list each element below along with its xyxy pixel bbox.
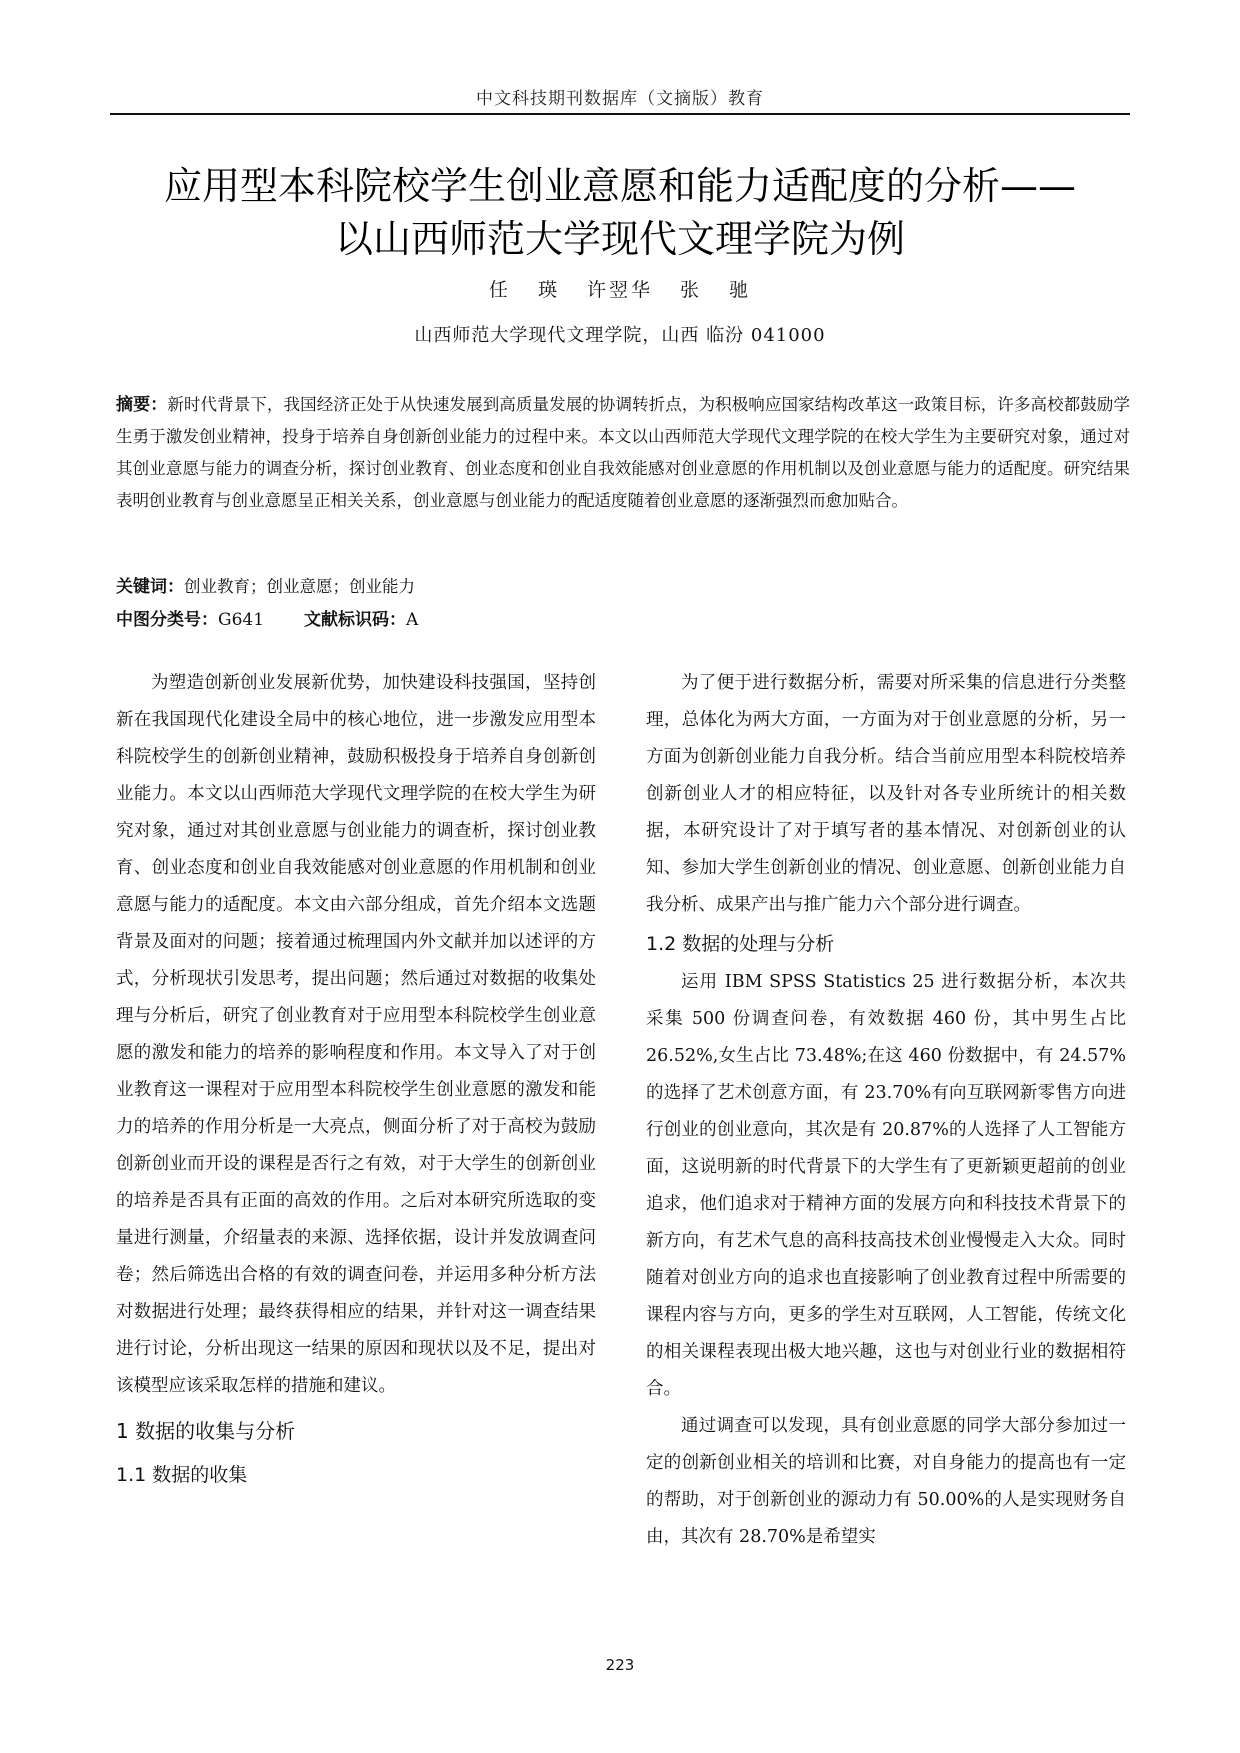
body-column-left [116, 665, 596, 1495]
keywords-text: 创业教育；创业意愿；创业能力 [184, 577, 415, 596]
doc-code-label: 文献标识码： [304, 610, 407, 630]
paragraph-data-collection: 为了便于进行数据分析，需要对所采集的信息进行分类整理，总体化为两大方面，一方面为对于创业意愿的分析，另一方面为创新创业能力自我分析。结合当前应用型本科院校培养创新创业人才的相应特征，以及针对各专业所统计的相关数据，本研究设计了对于填写者的基本情况、对创新创业的认知、参加大学生创新创业的情况、创业意愿、创新创业能力自我分析、成果产出与推广能力六个部分进行调查。 [646, 673, 1126, 915]
affiliation: 山西师范大学现代文理学院，山西 临汾 041000 [414, 325, 826, 346]
abstract [116, 389, 1130, 517]
journal-header: 中文科技期刊数据库（文摘版）教育 [476, 89, 764, 109]
paragraph-survey-findings: 通过调查可以发现，具有创业意愿的同学大部分参加过一定的创新创业相关的培训和比赛，对自身能力的提高也有一定的帮助，对于创新创业的源动力有 50.00%的人是实现财务自由，其次有 28.70%是希望实 [646, 1416, 1126, 1547]
author-list: 任 瑛 许翌华 张 驰 [488, 279, 752, 301]
section-heading-1-2: 1.2 数据的处理与分析 [646, 933, 835, 955]
abstract-label: 摘要： [116, 395, 168, 415]
header-rule [110, 113, 1130, 115]
keywords-label: 关键词： [116, 577, 184, 597]
article-title-line-2: 以山西师范大学现代文理学院为例 [334, 217, 905, 261]
section-heading-1-1: 1.1 数据的收集 [116, 1464, 248, 1486]
keywords [116, 572, 415, 597]
clc-label: 中图分类号： [116, 610, 218, 630]
intro-paragraph: 为塑造创新创业发展新优势，加快建设科技强国，坚持创新在我国现代化建设全局中的核心地位，进一步激发应用型本科院校学生的创新创业精神，鼓励积极投身于培养自身创新创业能力。本文以山西师范大学现代文理学院的在校大学生为研究对象，通过对其创业意愿与创业能力的调查析，探讨创业教育、创业态度和创业自我效能感对创业意愿的作用机制和创业意愿与能力的适配度。本文由六部分组成，首先介绍本文选题背景及面对的问题；接着通过梳理国内外文献并加以述评的方式，分析现状引发思考，提出问题；然后通过对数据的收集处理与分析后，研究了创业教育对于应用型本科院校学生创业意愿的激发和能力的培养的影响程度和作用。本文导入了对于创业教育这一课程对于应用型本科院校学生创业意愿的激发和能力的培养的作用分析是一大亮点，侧面分析了对于高校为鼓励创新创业而开设的课程是否行之有效，对于大学生的创新创业的培养是否具有正面的高效的作用。之后对本研究所选取的变量进行测量，介绍量表的来源、选择依据，设计并发放调查问卷；然后筛选出合格的有效的调查问卷，并运用多种分析方法对数据进行处理；最终获得相应的结果，并针对这一调查结果进行讨论，分析出现这一结果的原因和现状以及不足，提出对该模型应该采取怎样的措施和建议。 [116, 673, 596, 1396]
article-title-line-1: 应用型本科院校学生创业意愿和能力适配度的分析—— [163, 164, 1076, 208]
section-heading-1: 1 数据的收集与分析 [116, 1419, 296, 1443]
doc-code-value: A [406, 610, 419, 630]
classification-line [116, 605, 418, 630]
body-column-right [646, 665, 1126, 1556]
paragraph-data-analysis: 运用 IBM SPSS Statistics 25 进行数据分析，本次共采集 500 份调查问卷，有效数据 460 份，其中男生占比 26.52%,女生占比 73.48%;在这 460 份数据中，有 24.57%的选择了艺术创意方面，有 23.70%有向互联网新零售方向进行创业的创业意向，其次是有 20.87%的人选择了人工智能方面，这说明新的时代背景下的大学生有了更新颖更超前的创业追求，他们追求对于精神方面的发展方向和科技技术背景下的新方向，有艺术气息的高科技高技术创业慢慢走入大众。同时随着对创业方向的追求也直接影响了创业教育过程中所需要的课程内容与方向，更多的学生对互联网，人工智能，传统文化的相关课程表现出极大地兴趣，这也与对创业行业的数据相符合。 [646, 972, 1126, 1399]
clc-value: G641 [218, 610, 265, 630]
abstract-text: 新时代背景下，我国经济正处于从快速发展到高质量发展的协调转折点，为积极响应国家结构改革这一政策目标，许多高校都鼓励学生勇于激发创业精神，投身于培养自身创新创业能力的过程中来。本文以山西师范大学现代文理学院的在校大学生为主要研究对象，通过对其创业意愿与能力的调查分析，探讨创业教育、创业态度和创业自我效能感对创业意愿的作用机制以及创业意愿与能力的适配度。研究结果表明创业教育与创业意愿呈正相关关系，创业意愿与创业能力的配适度随着创业意愿的逐渐强烈而愈加贴合。 [116, 395, 1131, 510]
page-number: 223 [605, 1656, 635, 1674]
